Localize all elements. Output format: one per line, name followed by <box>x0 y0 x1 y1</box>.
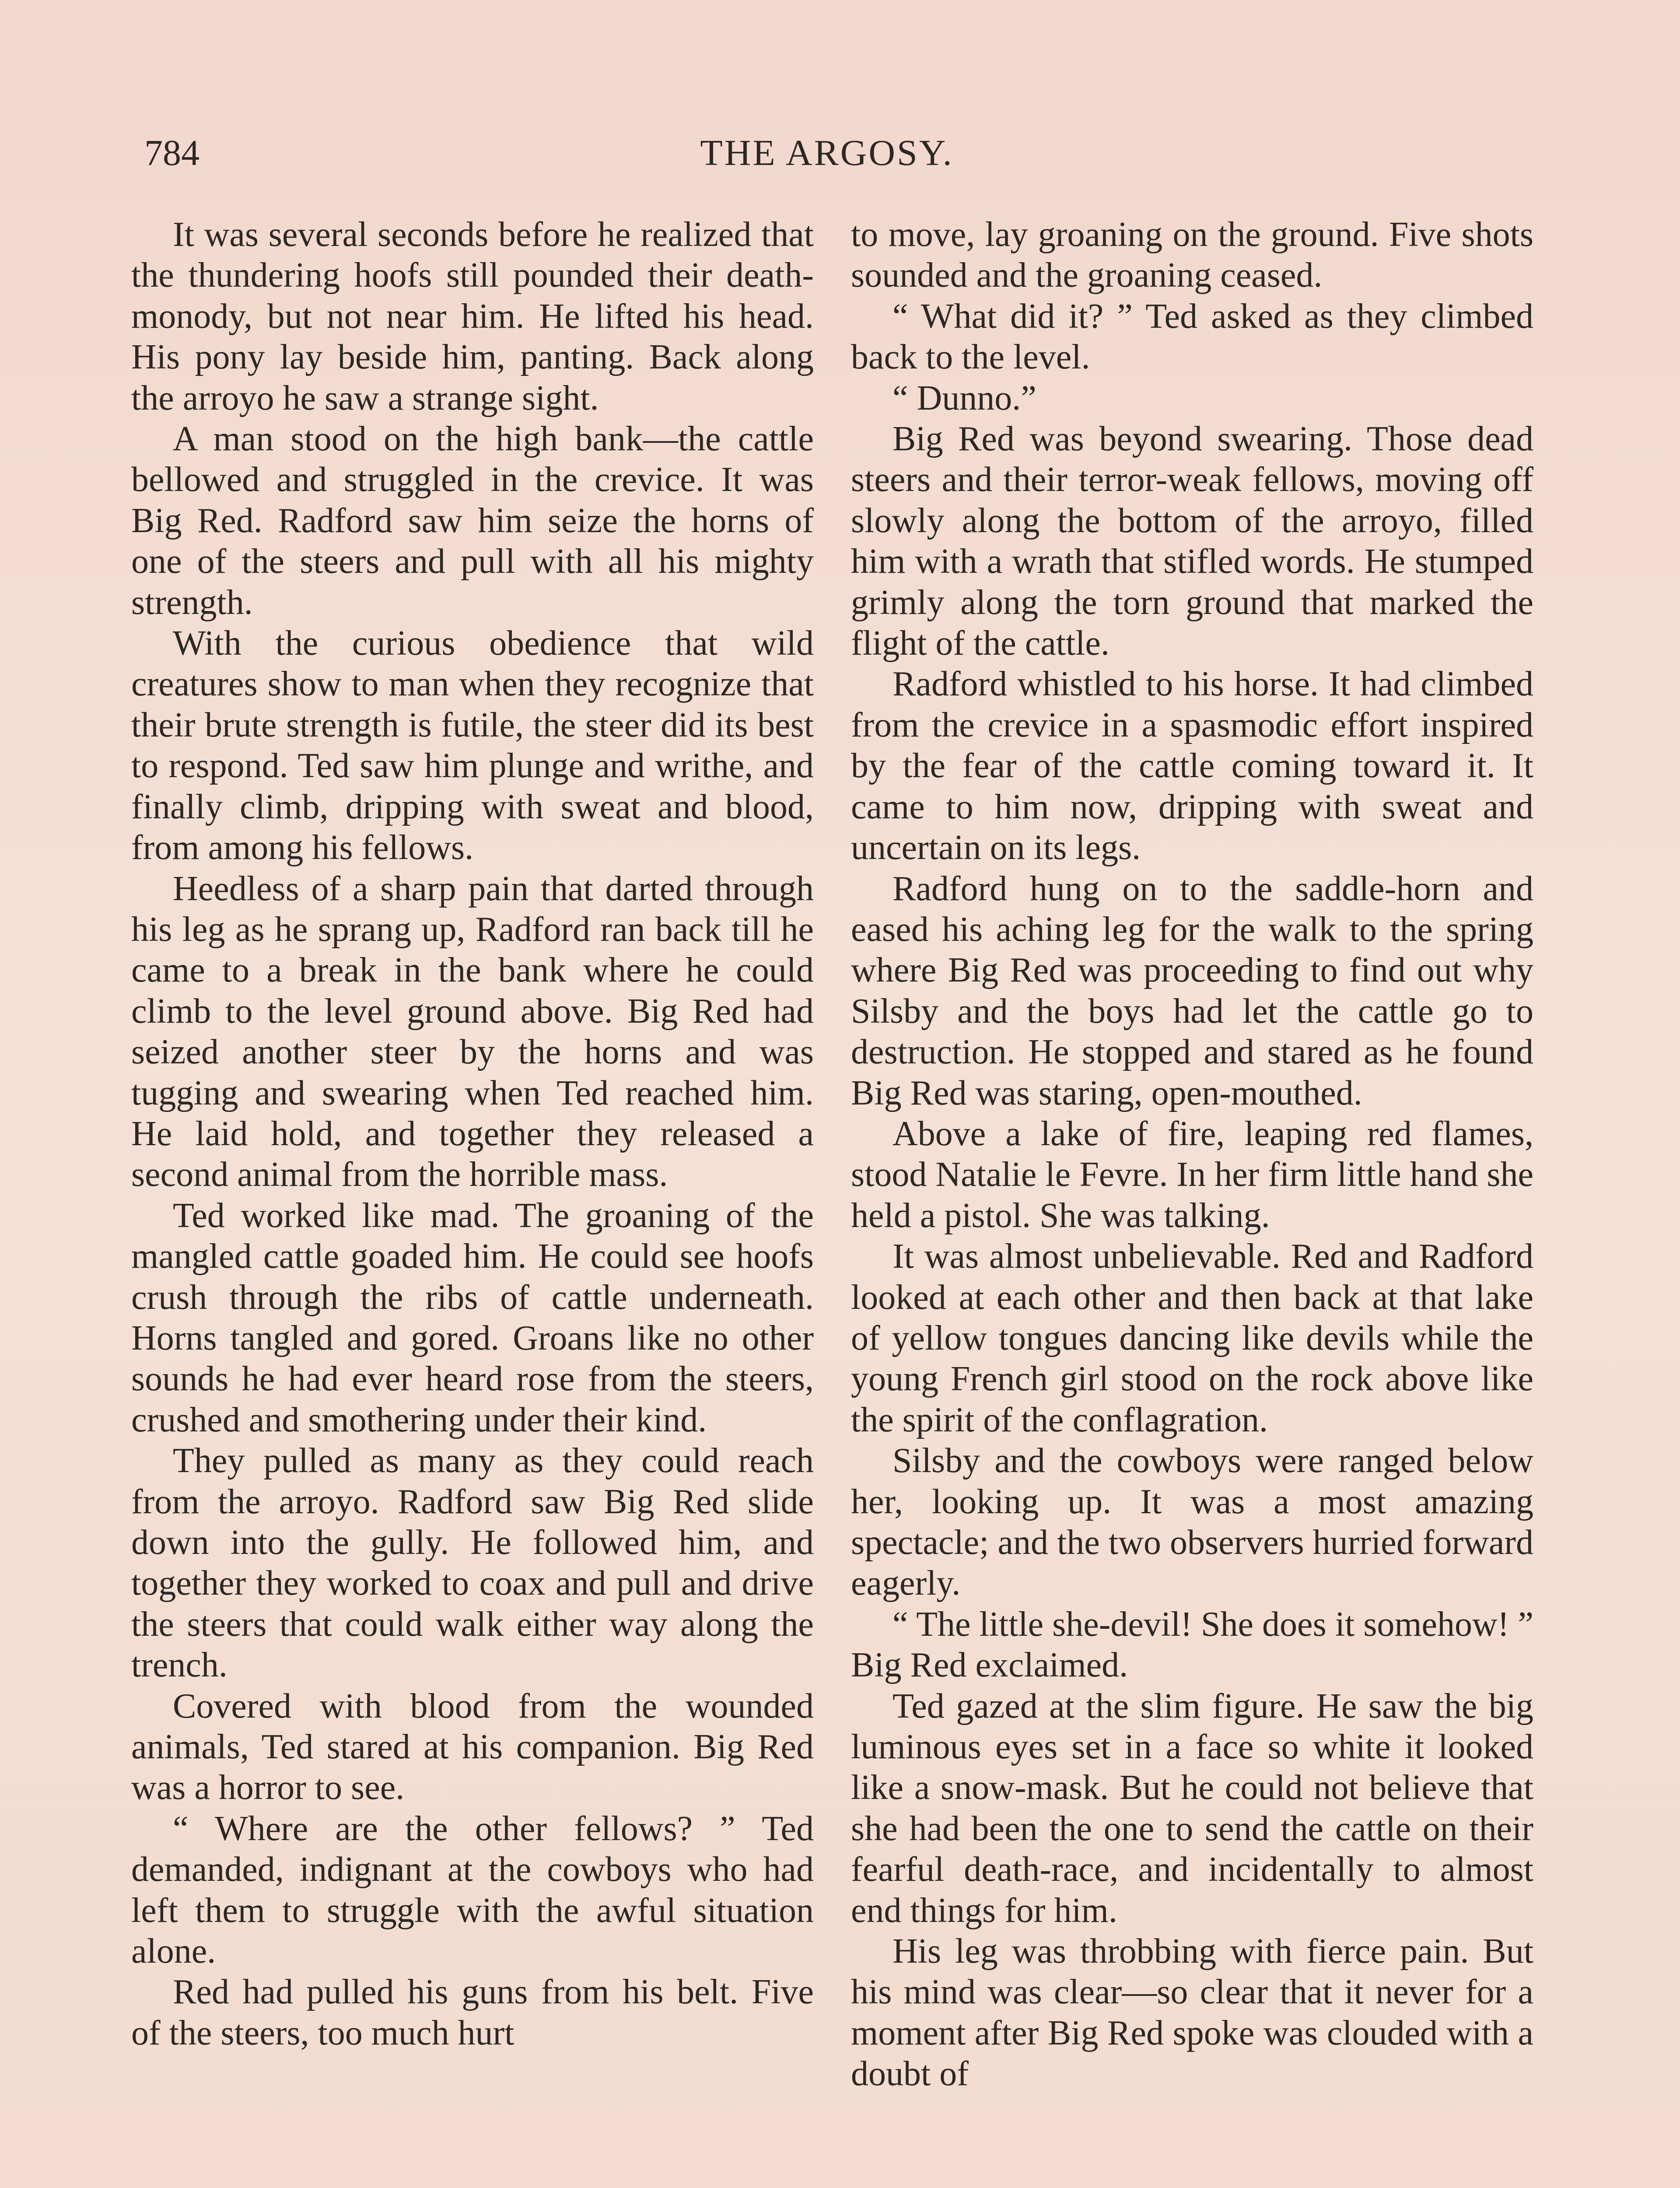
paragraph: A man stood on the high bank—the cattle bellowed and struggled in the crevice. It was Big Red. Radford saw him seize the horns of one of the steers and pull with all his mighty strength. <box>131 420 814 622</box>
paragraph: With the curious obedience that wild creatures show to man when they recognize that their brute strength is futile, the steer did its best to respond. Ted saw him plunge and writhe, and finally climb, dripping with sweat and blood, from among his fellows. <box>131 624 814 867</box>
paragraph: “ Where are the other fellows? ” Ted demanded, indignant at the cowboys who had left them to struggle with the awful situation alone. <box>131 1809 814 1971</box>
paragraph-continued: to move, lay groaning on the ground. Five shots sounded and the groaning ceased. <box>851 215 1533 295</box>
paragraph: Ted gazed at the slim figure. He saw the big luminous eyes set in a face so white it looked like a snow-mask. But he could not believe that she had been the one to send the cattle on their fearful death-race, and incidentally to almost end things for him. <box>851 1687 1533 1930</box>
paragraph: Covered with blood from the wounded animals, Ted stared at his companion. Big Red was a horror to see. <box>131 1687 814 1807</box>
paragraph: Big Red was beyond swearing. Those dead steers and their terror-weak fellows, moving off slowly along the bottom of the arroyo, filled him with a wrath that stifled words. He stumped grimly along the torn ground that marked the flight of the cattle. <box>851 420 1533 663</box>
paragraph: Red had pulled his guns from his belt. Five of the steers, too much hurt <box>131 1973 814 2052</box>
text-column-left <box>131 214 814 2054</box>
paragraph: It was several seconds before he realized that the thundering hoofs still pounded their death-monody, but not near him. He lifted his head. His pony lay beside him, panting. Back along the arroyo he saw a strange sight. <box>131 215 814 417</box>
paragraph: “ The little she-devil! She does it somehow! ” Big Red exclaimed. <box>851 1605 1533 1685</box>
paragraph: Heedless of a sharp pain that darted through his leg as he sprang up, Radford ran back till he came to a break in the bank where he could climb to the level ground above. Big Red had seized another steer by the horns and was tugging and swearing when Ted reached him. He laid hold, and together they released a second animal from the horrible mass. <box>131 869 814 1194</box>
paragraph: It was almost unbelievable. Red and Radford looked at each other and then back at that lake of yellow tongues dancing like devils while the young French girl stood on the rock above like the spirit of the conflagration. <box>851 1237 1533 1439</box>
paragraph: Radford hung on to the saddle-horn and eased his aching leg for the walk to the spring where Big Red was proceeding to find out why Silsby and the boys had let the cattle go to destruction. He stopped and stared as he found Big Red was staring, open-mouthed. <box>851 869 1533 1112</box>
paragraph: His leg was throbbing with fierce pain. But his mind was clear—so clear that it never for a moment after Big Red spoke was clouded with a doubt of <box>851 1932 1533 2093</box>
paragraph: “ What did it? ” Ted asked as they climbed back to the level. <box>851 297 1533 377</box>
paragraph: They pulled as many as they could reach from the arroyo. Radford saw Big Red slide down into the gully. He followed him, and together they worked to coax and pull and drive the steers that could walk either way along the trench. <box>131 1441 814 1685</box>
running-head: THE ARGOSY. <box>700 133 954 173</box>
paragraph: Above a lake of fire, leaping red flames, stood Natalie le Fevre. In her firm little hand she held a pistol. She was talking. <box>851 1114 1533 1235</box>
paragraph: Ted worked like mad. The groaning of the mangled cattle goaded him. He could see hoofs crush through the ribs of cattle underneath. Horns tangled and gored. Groans like no other sounds he had ever heard rose from the steers, crushed and smothering under their kind. <box>131 1196 814 1439</box>
paragraph: Silsby and the cowboys were ranged below her, looking up. It was a most amazing spectacle; and the two observers hurried forward eagerly. <box>851 1441 1533 1603</box>
page-number: 784 <box>144 133 200 173</box>
paragraph: “ Dunno.” <box>892 379 1036 417</box>
text-column-right <box>851 214 1533 2095</box>
paragraph: Radford whistled to his horse. It had climbed from the crevice in a spasmodic effort inspired by the fear of the cattle coming toward it. It came to him now, dripping with sweat and uncertain on its legs. <box>851 665 1533 867</box>
page-header <box>122 131 1531 179</box>
